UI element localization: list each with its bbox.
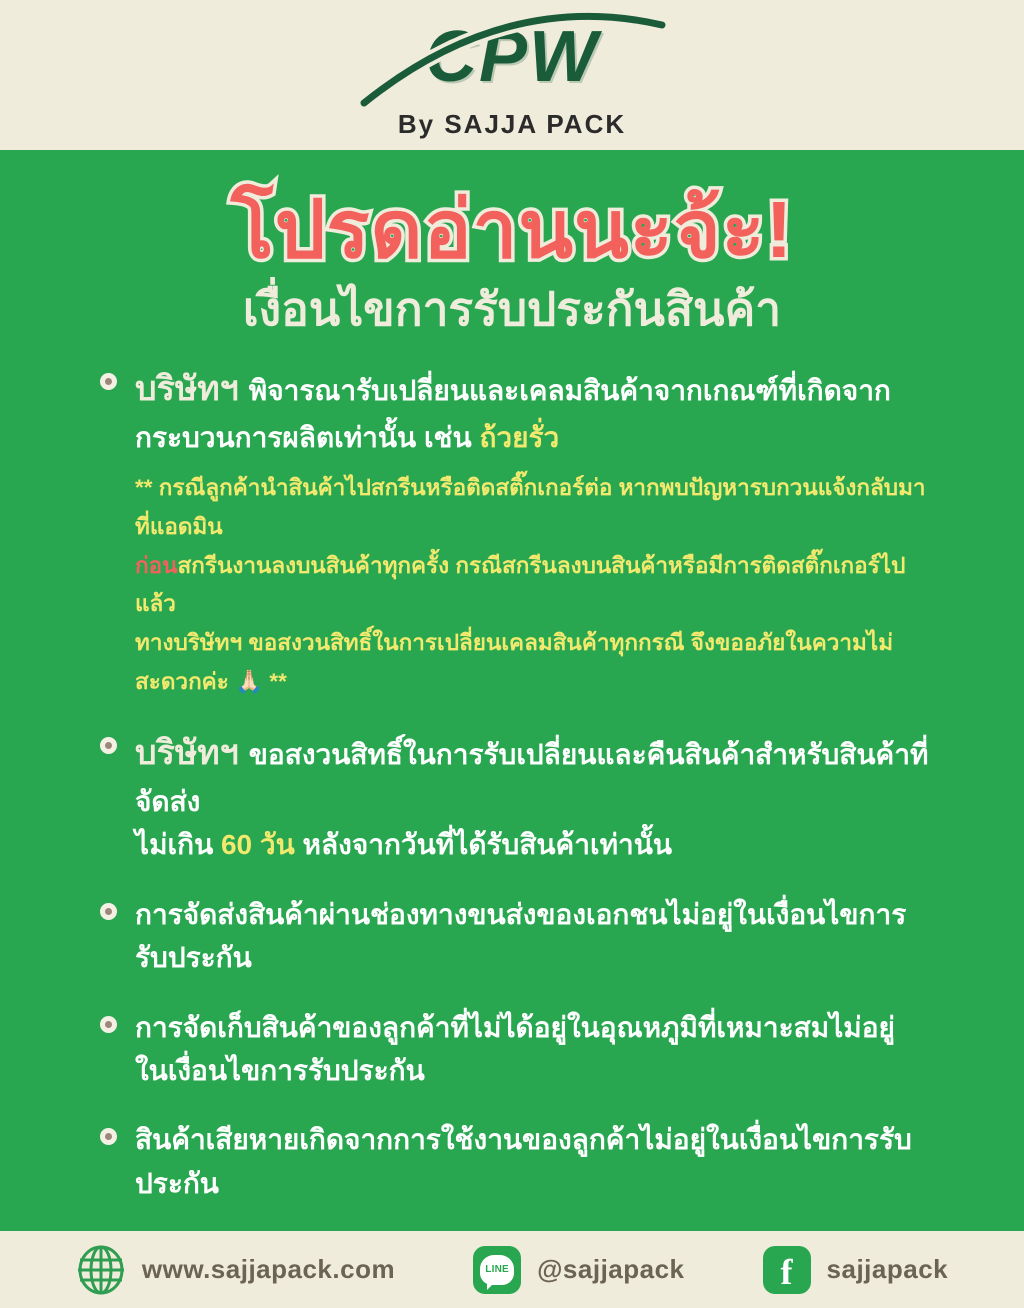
bullet-icon bbox=[100, 903, 117, 920]
header bbox=[0, 0, 1024, 150]
page-title: โปรดอ่านนะจ้ะ! bbox=[230, 185, 794, 274]
facebook-label: sajjapack bbox=[826, 1254, 949, 1285]
page-subtitle: เงื่อนไขการรับประกันสินค้า bbox=[242, 283, 782, 335]
website-label: www.sajjapack.com bbox=[141, 1254, 396, 1285]
bullet-2-line1: ขอสงวนสิทธิ์ในการรับเปลี่ยนและคืนสินค้าสำหรับสินค้าที่จัดส่ง bbox=[135, 739, 929, 818]
note-line-2: สกรีนงานลงบนสินค้าทุกครั้ง กรณีสกรีนลงบนสินค้าหรือมีการติดสติ๊กเกอร์ไปแล้ว bbox=[135, 552, 906, 617]
bullet-1-highlight: ถ้วยรั่ว bbox=[479, 421, 560, 453]
main-content bbox=[0, 150, 1024, 1231]
note-line-3: ทางบริษัทฯ ขอสงวนสิทธิ์ในการเปลี่ยนเคลมสินค้าทุกกรณี จึงขออภัยในความไม่สะดวกค่ะ 🙏🏻 ** bbox=[135, 630, 894, 694]
bullet-icon bbox=[100, 1128, 117, 1145]
list-item-2 bbox=[100, 727, 936, 866]
website-link[interactable] bbox=[76, 1245, 395, 1295]
facebook-link[interactable] bbox=[763, 1246, 949, 1294]
line-badge-text: LINE bbox=[485, 1264, 509, 1276]
bullet-1-line2: กระบวนการผลิตเท่านั้น เช่น bbox=[135, 421, 480, 453]
bullet-2-highlight: 60 วัน bbox=[220, 829, 295, 861]
bullet-3-text: การจัดส่งสินค้าผ่านช่องทางขนส่งของเอกชนไม่อยู่ในเงื่อนไขการรับประกัน bbox=[135, 898, 907, 974]
bullet-icon bbox=[100, 737, 117, 754]
logo-text: CPW bbox=[425, 16, 599, 97]
list-item-3 bbox=[100, 893, 936, 980]
list-item-1 bbox=[100, 363, 936, 701]
bullet-list bbox=[0, 363, 1024, 1205]
list-item-5 bbox=[100, 1118, 936, 1205]
bullet-2-line2-post: หลังจากวันที่ได้รับสินค้าเท่านั้น bbox=[294, 829, 673, 861]
bullet-5-text: สินค้าเสียหายเกิดจากการใช้งานของลูกค้าไม่อยู่ในเงื่อนไขการรับประกัน bbox=[135, 1124, 912, 1199]
bullet-4-text: การจัดเก็บสินค้าของลูกค้าที่ไม่ได้อยู่ในอุณหภูมิที่เหมาะสมไม่อยู่ในเงื่อนไขการรับประกัน bbox=[135, 1011, 895, 1087]
note-line-2-red: ก่อน bbox=[135, 552, 178, 578]
list-item-4 bbox=[100, 1006, 936, 1093]
facebook-icon: f bbox=[763, 1246, 811, 1294]
line-icon bbox=[473, 1246, 521, 1294]
bullet-2-body bbox=[135, 727, 936, 866]
bullet-2-lead: บริษัทฯ bbox=[135, 734, 239, 773]
logo-tagline: By SAJJA PACK bbox=[397, 108, 627, 139]
bullet-icon bbox=[100, 373, 117, 390]
bullet-icon bbox=[100, 1016, 117, 1033]
bullet-1-note bbox=[135, 469, 936, 701]
globe-icon bbox=[76, 1245, 126, 1295]
note-line-1: ** กรณีลูกค้านำสินค้าไปสกรีนหรือติดสติ๊กเกอร์ต่อ หากพบปัญหารบกวนแจ้งกลับมาที่แอดมิน bbox=[135, 475, 926, 539]
footer bbox=[0, 1231, 1024, 1308]
bullet-1-lead: บริษัทฯ bbox=[135, 370, 239, 409]
bullet-2-line2-pre: ไม่เกิน bbox=[135, 829, 221, 861]
bullet-1-line1: พิจารณารับเปลี่ยนและเคลมสินค้าจากเกณฑ์ที่เกิดจาก bbox=[248, 375, 891, 407]
cpw-logo bbox=[352, 11, 672, 103]
line-link[interactable] bbox=[473, 1246, 684, 1294]
bullet-1-body bbox=[135, 363, 936, 701]
line-label: @sajjapack bbox=[537, 1254, 685, 1285]
